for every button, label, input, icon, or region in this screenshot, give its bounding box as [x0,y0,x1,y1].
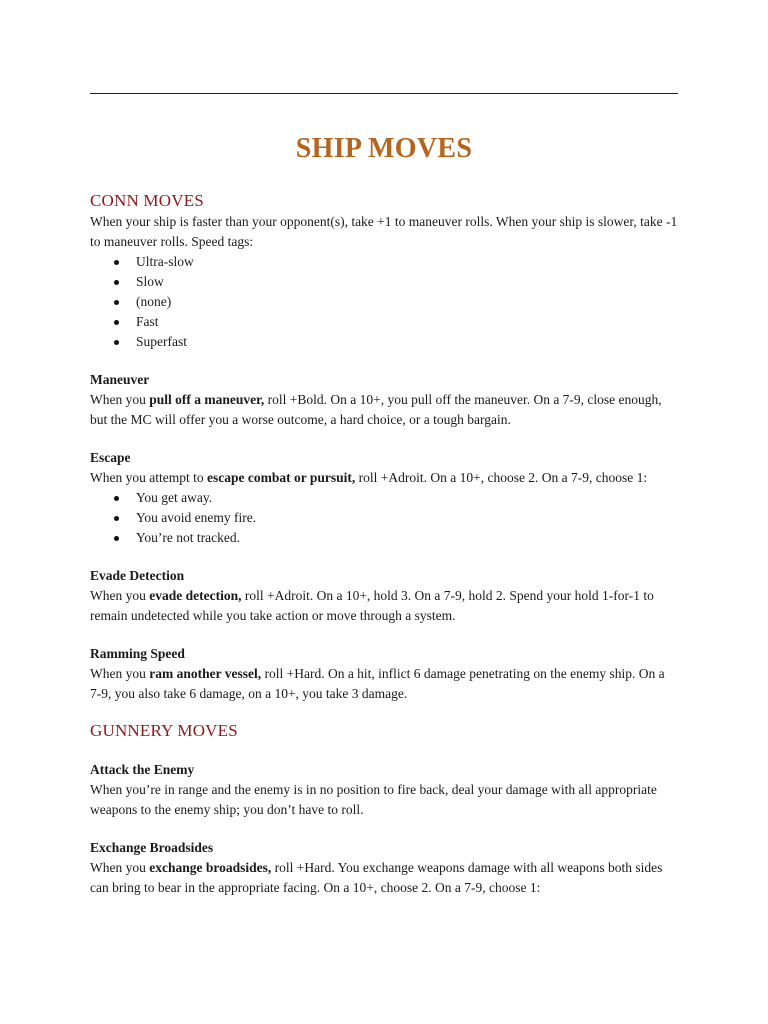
ramming-title: Ramming Speed [90,646,185,661]
evade-title: Evade Detection [90,568,185,583]
escape-options-list [90,488,678,548]
evade-text: When you evade detection, roll +Adroit. On a 10+, hold 3. On a 7-9, hold 2. Spend your hold 1-for-1 to remain undetected while you take action or move through a system. [90,588,654,623]
maneuver-title: Maneuver [90,372,150,387]
broadsides-text: When you exchange broadsides, roll +Hard. You exchange weapons damage with all weapons both sides can bring to bear in the appropriate facing. On a 10+, choose 2. On a 7-9, choose 1: [90,860,663,895]
bullet-icon [114,516,119,521]
list-item: You avoid enemy fire. [90,508,678,528]
list-item: You’re not tracked. [90,528,678,548]
broadsides-section [90,838,678,898]
escape-title: Escape [90,450,131,465]
bullet-icon [114,496,119,501]
attack-text: When you’re in range and the enemy is in no position to fire back, deal your damage with all appropriate weapons to the enemy ship; you don’t have to roll. [90,782,657,817]
bullet-icon [114,280,119,285]
list-item: Ultra-slow [90,252,678,272]
bullet-icon [114,536,119,541]
maneuver-section [90,370,678,430]
attack-title: Attack the Enemy [90,762,195,777]
attack-section [90,760,678,820]
speed-tags-list [90,252,678,352]
document-page [90,130,678,898]
list-item: Slow [90,272,678,292]
evade-section [90,566,678,626]
bullet-icon [114,260,119,265]
bullet-icon [114,340,119,345]
ramming-text: When you ram another vessel, roll +Hard. On a hit, inflict 6 damage penetrating on the enemy ship. On a 7-9, you also take 6 damage, on a 10+, you take 3 damage. [90,666,665,701]
broadsides-title: Exchange Broadsides [90,840,214,855]
list-item: (none) [90,292,678,312]
escape-section [90,448,678,548]
list-item: You get away. [90,488,678,508]
bullet-icon [114,320,119,325]
top-rule [90,93,678,94]
list-item: Fast [90,312,678,332]
list-item: Superfast [90,332,678,352]
maneuver-text: When you pull off a maneuver, roll +Bold. On a 10+, you pull off the maneuver. On a 7-9, close enough, but the MC will offer you a worse outcome, a hard choice, or a tough bargain. [90,392,662,427]
escape-text: When you attempt to escape combat or pursuit, roll +Adroit. On a 10+, choose 2. On a 7-9, choose 1: [90,470,648,485]
gunnery-moves-heading: GUNNERY MOVES [90,721,238,740]
page-title: SHIP MOVES [295,133,473,164]
conn-intro: When your ship is faster than your opponent(s), take +1 to maneuver rolls. When your ship is slower, take -1 to maneuver rolls. Speed tags: [90,214,678,249]
conn-moves-heading: CONN MOVES [90,191,204,210]
bullet-icon [114,300,119,305]
ramming-section [90,644,678,704]
